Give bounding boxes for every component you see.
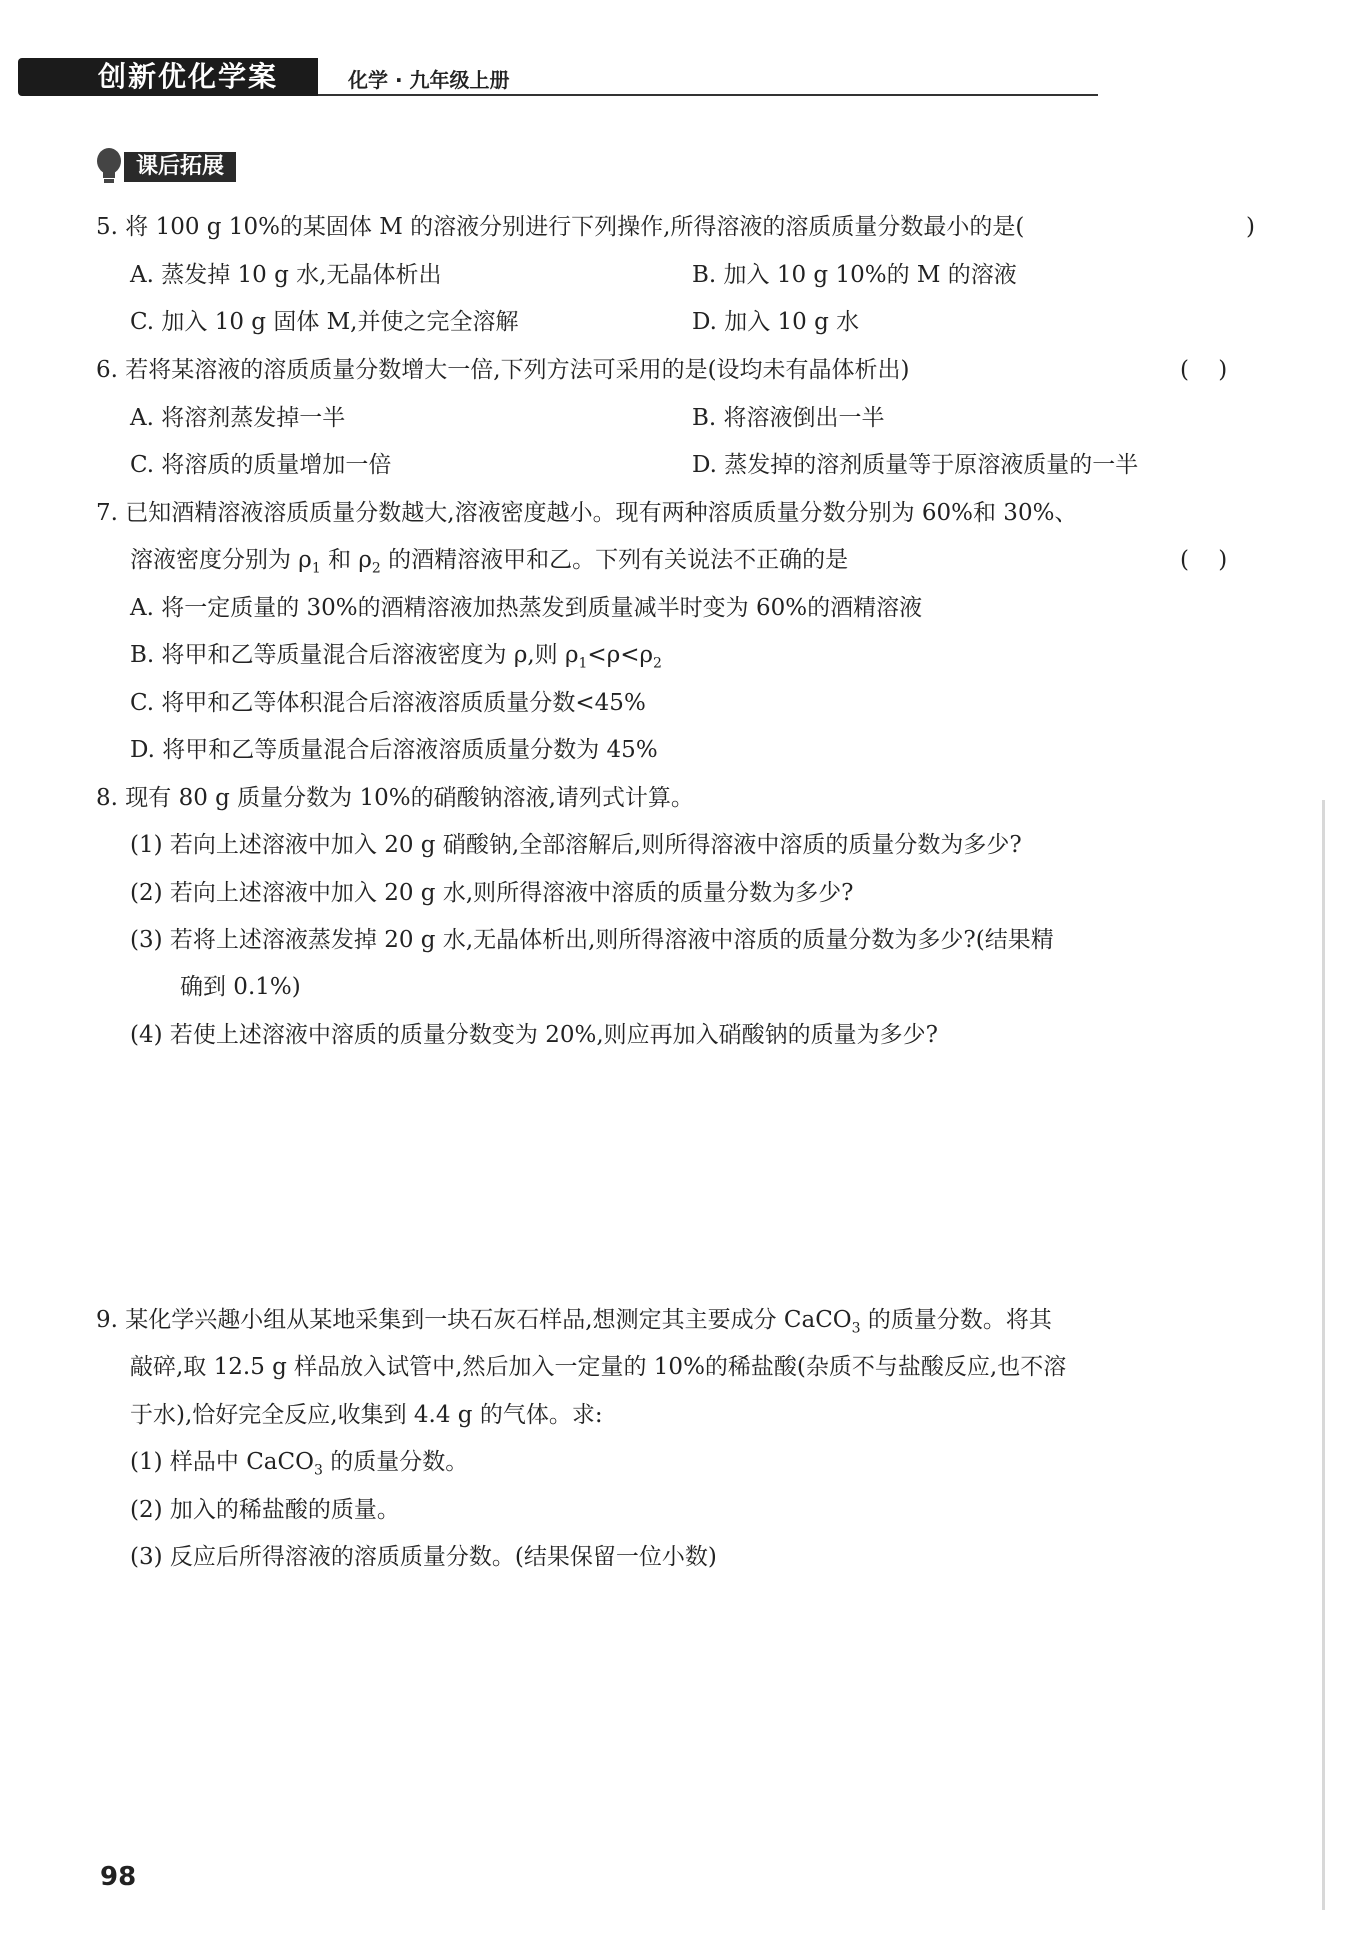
page-edge-rule — [1322, 800, 1325, 1910]
question-8-part-2: (2) 若向上述溶液中加入 20 g 水,则所得溶液中溶质的质量分数为多少? — [130, 880, 854, 906]
option-5c: C. 加入 10 g 固体 M,并使之完全溶解 — [130, 309, 519, 335]
question-8-part-4: (4) 若使上述溶液中溶质的质量分数变为 20%,则应再加入硝酸钠的质量为多少? — [130, 1022, 938, 1048]
question-8-part-3: (3) 若将上述溶液蒸发掉 20 g 水,无晶体析出,则所得溶液中溶质的质量分数为多少?(结果精 — [130, 927, 1054, 953]
question-5-stem: 5. 将 100 g 10%的某固体 M 的溶液分别进行下列操作,所得溶液的溶质质量分数最小的是( — [96, 214, 1025, 240]
question-8-part-3-cont: 确到 0.1%) — [180, 974, 301, 1000]
option-5a: A. 蒸发掉 10 g 水,无晶体析出 — [130, 262, 442, 288]
question-9-part-2: (2) 加入的稀盐酸的质量。 — [130, 1497, 400, 1523]
option-6b: B. 将溶液倒出一半 — [692, 405, 885, 431]
question-9-stem-line2: 敲碎,取 12.5 g 样品放入试管中,然后加入一定量的 10%的稀盐酸(杂质不与盐酸反应,也不溶 — [130, 1354, 1067, 1380]
brand-logo: 创新优化学案 — [18, 58, 318, 96]
question-8-part-1: (1) 若向上述溶液中加入 20 g 硝酸钠,全部溶解后,则所得溶液中溶质的质量分数为多少? — [130, 832, 1022, 858]
question-8-stem: 8. 现有 80 g 质量分数为 10%的硝酸钠溶液,请列式计算。 — [96, 785, 694, 811]
option-6c: C. 将溶质的质量增加一倍 — [130, 452, 392, 478]
option-7b: B. 将甲和乙等质量混合后溶液密度为 ρ,则 $\rho_1<\rho<\rho_2$ — [130, 642, 662, 672]
question-7-stem-line1: 7. 已知酒精溶液溶质质量分数越大,溶液密度越小。现有两种溶质质量分数分别为 60%和 30%、 — [96, 500, 1078, 526]
question-7-stem-line2: 溶液密度分别为 $\rho_1$ 和 $\rho_2$ 的酒精溶液甲和乙。下列有关说法不正确的是 — [130, 547, 849, 577]
header-rule — [318, 94, 1098, 96]
question-9-part-1: (1) 样品中 CaCO$_3$ 的质量分数。 — [130, 1449, 469, 1479]
answer-paren-6: ( ) — [1180, 357, 1228, 383]
section-title: 课后拓展 — [124, 152, 236, 182]
option-7c: C. 将甲和乙等体积混合后溶液溶质质量分数<45% — [130, 690, 646, 716]
option-7d: D. 将甲和乙等质量混合后溶液溶质质量分数为 45% — [130, 737, 658, 763]
option-5b: B. 加入 10 g 10%的 M 的溶液 — [692, 262, 1017, 288]
page-number: 98 — [100, 1862, 137, 1892]
book-subject: 化学 · 九年级上册 — [348, 68, 510, 92]
question-9-stem-line1: 9. 某化学兴趣小组从某地采集到一块石灰石样品,想测定其主要成分 CaCO$_3$ 的质量分数。将其 — [96, 1307, 1052, 1337]
question-9-part-3: (3) 反应后所得溶液的溶质质量分数。(结果保留一位小数) — [130, 1544, 717, 1570]
option-7a: A. 将一定质量的 30%的酒精溶液加热蒸发到质量减半时变为 60%的酒精溶液 — [130, 595, 923, 621]
question-6-stem: 6. 若将某溶液的溶质质量分数增大一倍,下列方法可采用的是(设均未有晶体析出) — [96, 357, 910, 383]
page-header — [18, 52, 1098, 98]
option-5d: D. 加入 10 g 水 — [692, 309, 860, 335]
lightbulb-icon — [94, 146, 124, 186]
answer-paren-7: ( ) — [1180, 547, 1228, 573]
option-6d: D. 蒸发掉的溶剂质量等于原溶液质量的一半 — [692, 452, 1139, 478]
question-9-stem-line3: 于水),恰好完全反应,收集到 4.4 g 的气体。求: — [130, 1402, 603, 1428]
answer-paren-5: ) — [1246, 214, 1255, 240]
option-6a: A. 将溶剂蒸发掉一半 — [130, 405, 346, 431]
